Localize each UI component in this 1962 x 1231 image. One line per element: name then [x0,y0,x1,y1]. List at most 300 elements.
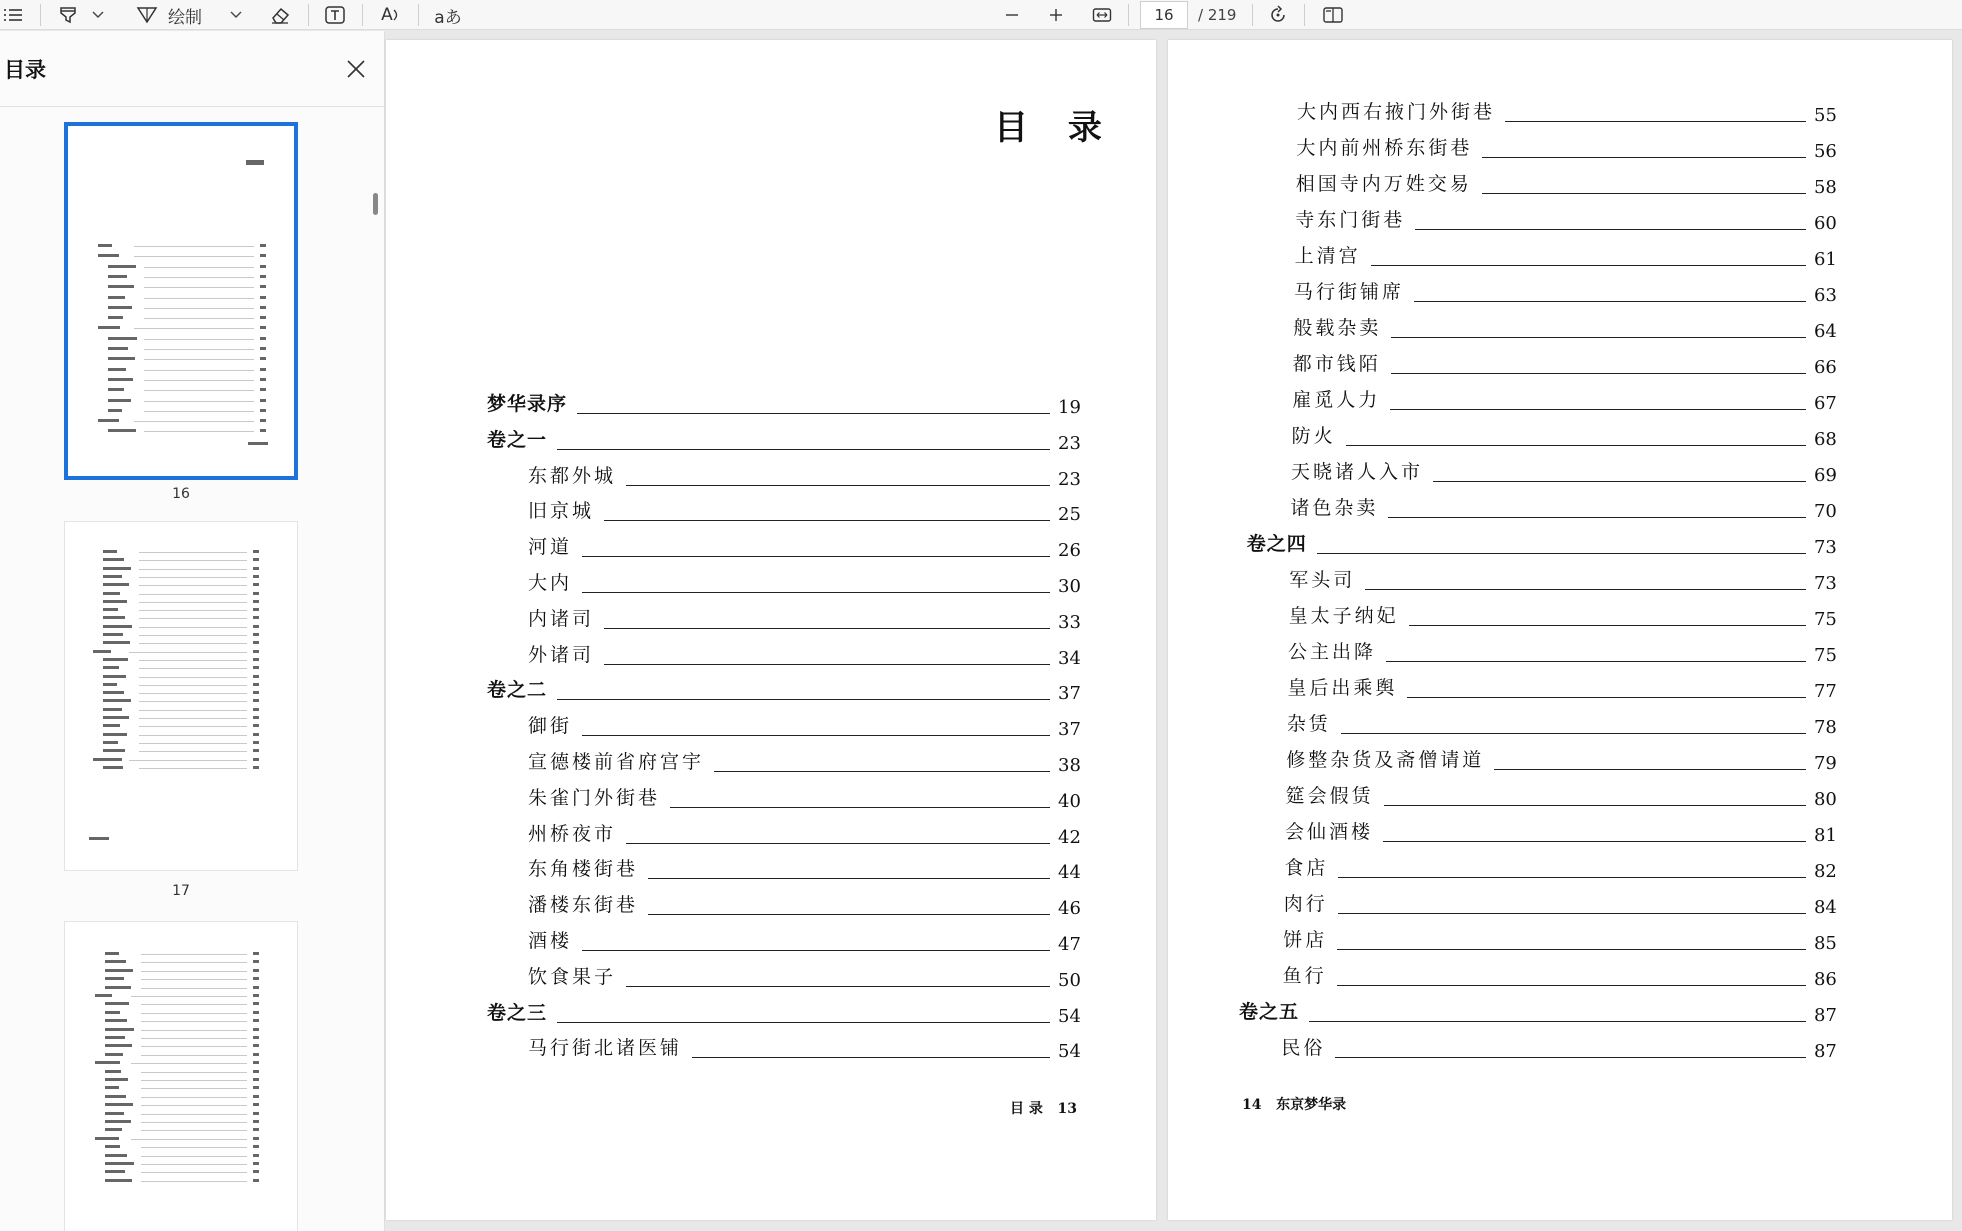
thumbnail-text-mark [95,1061,120,1064]
toc-leader-line [1338,877,1806,878]
page-footer: 14 东京梦华录 [1242,1097,1347,1113]
thumbnail-page-mark [253,1028,259,1031]
read-aloud-button[interactable] [376,0,406,30]
toc-leader-line [1390,409,1806,410]
toc-entry[interactable] [1286,782,1840,812]
thumbnail-text-mark [103,633,123,636]
thumbnail-leader-mark [144,339,254,340]
thumbnail-leader-mark [139,560,247,561]
toc-entry[interactable] [528,891,1084,921]
thumbnail-text-mark [103,592,120,595]
toc-entry-label: 防火 [1291,425,1336,447]
thumbnail-page-mark [253,699,259,702]
thumbnail-text-mark [108,357,135,360]
list-icon [3,7,23,23]
thumbnail-page-mark [260,316,266,319]
sidebar-scrollbar[interactable] [373,193,378,215]
highlight-options-button[interactable] [88,0,108,30]
toc-entry[interactable] [528,784,1084,814]
toc-leader-line [1414,301,1806,302]
toc-leader-line [1482,157,1806,158]
thumbnail-text-mark [105,1145,120,1148]
thumbnail-leader-mark [139,743,247,744]
fit-width-icon [1092,7,1112,23]
toc-entry[interactable] [1287,674,1840,704]
read-aloud-icon: A [381,5,393,25]
thumbnail-text-mark [105,1103,133,1106]
toc-entry[interactable] [1297,98,1840,128]
toc-entry[interactable] [1284,890,1840,920]
thumbnail-footer-mark [248,442,268,445]
toc-entry-page-number: 77 [1813,681,1837,702]
thumbnail-text-mark [108,347,128,350]
toc-entry[interactable] [528,712,1084,742]
toc-entry-label: 潘楼东街巷 [528,894,639,917]
sidebar-title: 目录 [4,57,46,82]
toc-entry[interactable] [528,1034,1084,1064]
thumbnail-page-mark [260,265,266,268]
thumbnail-text-mark [105,1179,132,1182]
thumbnail-leader-mark [134,421,254,422]
toolbar-separator [1252,4,1253,26]
thumbnail-page-mark [253,641,259,644]
thumbnail-page-mark [253,650,259,653]
toc-entry[interactable] [528,855,1084,885]
toc-leader-line [1391,337,1806,338]
toc-entry[interactable] [487,999,1084,1029]
toc-entry-page-number: 40 [1058,790,1081,812]
thumbnail-leader-mark [144,277,254,278]
thumbnail-text-mark [103,749,125,752]
thumbnail-leader-mark [141,1088,247,1089]
toc-entry-label: 般载杂卖 [1293,317,1382,339]
thumbnail-leader-mark [131,1063,247,1064]
toc-entry[interactable] [1294,278,1840,308]
thumbnail-text-mark [105,1011,120,1014]
sidebar-header [0,31,384,107]
erase-button[interactable] [266,0,294,30]
thumbnail-page-mark [253,550,259,553]
toc-leader-line [1371,265,1806,266]
toc-entry-label: 相国寺内万姓交易 [1295,173,1472,195]
thumbnail-page-mark [253,1170,259,1173]
thumbnail-leader-mark [141,988,247,989]
thumbnail-text-mark [105,969,133,972]
highlighter-icon [58,5,78,25]
thumbnail-leader-mark [134,256,254,257]
document-page-right [1168,40,1952,1220]
toc-entry-label: 卷之三 [487,1001,548,1024]
thumbnail-image [64,122,298,480]
thumbnail-page-mark [260,399,266,402]
thumbnail-text-mark [108,399,131,402]
toc-entry[interactable] [528,963,1084,993]
thumbnail-leader-mark [134,246,254,247]
toc-leader-line [1337,949,1806,950]
toc-entry[interactable] [1281,1034,1840,1064]
text-options-button[interactable]: aあ [434,7,462,28]
toc-leader-line [577,413,1050,414]
thumbnail-leader-mark [141,1072,247,1073]
thumbnail-page-mark [253,1120,259,1123]
toc-entry[interactable] [1296,170,1840,200]
thumbnail-page-mark [253,749,259,752]
thumbnail-leader-mark [139,577,247,578]
thumbnail-page-mark [253,716,259,719]
zoom-in-button[interactable] [1042,0,1070,30]
rotate-button[interactable] [1264,0,1292,30]
toc-entry-page-number: 33 [1058,611,1081,633]
toolbar [0,0,1962,30]
toc-entry[interactable] [1295,242,1840,272]
toc-entry-label: 朱雀门外街巷 [528,786,661,809]
toc-entry[interactable] [528,497,1084,527]
thumbnail-page-mark [260,429,266,432]
thumbnail-label: 17 [172,883,190,899]
toc-entry-label: 内诸司 [528,607,595,630]
thumbnail-leader-mark [141,962,247,963]
thumbnail-leader-mark [139,627,247,628]
thumbnail-page-mark [253,1162,259,1165]
toc-entry[interactable] [1288,638,1840,668]
thumbnail-page-mark [253,960,259,963]
toolbar-separator [308,4,309,26]
toc-entry[interactable] [1239,998,1840,1028]
toc-entry[interactable] [1296,134,1840,164]
thumbnail-leader-mark [141,979,247,980]
thumbnail-leader-mark [139,552,247,553]
toc-entry-page-number: 54 [1058,1041,1081,1063]
toc-entry[interactable] [528,462,1084,492]
thumbnail-text-mark [105,952,119,955]
thumbnail-leader-mark [131,1139,247,1140]
toc-entry[interactable] [1283,926,1840,956]
page-number-input[interactable] [1140,1,1188,29]
toc-entry-page-number: 73 [1813,537,1837,558]
toc-leader-line [1391,373,1806,374]
thumbnail-text-mark [98,419,119,422]
toc-entry-label: 卷之四 [1246,533,1307,555]
highlight-button[interactable] [54,0,82,30]
thumbnail-leader-mark [139,701,247,702]
thumbnail-leader-mark [141,1004,247,1005]
toc-entry-page-number: 78 [1813,717,1837,738]
thumbnail-page-mark [253,969,259,972]
thumbnail-text-mark [105,1070,121,1073]
add-text-button[interactable] [320,0,350,30]
thumbnail-text-mark [103,583,129,586]
toc-entry-label: 马行街铺席 [1294,281,1405,303]
thumbnail-page-mark [253,592,259,595]
thumbnail-text-mark [95,994,112,997]
toc-entry-label: 皇后出乘舆 [1287,677,1398,699]
thumbnail-leader-mark [141,1021,247,1022]
thumbnail-text-mark [98,254,119,257]
toolbar-separator [1128,4,1129,26]
thumbnail-text-mark [103,558,124,561]
thumbnail-page-mark [253,1179,259,1182]
thumbnail-text-mark [103,741,118,744]
toc-entry-page-number: 23 [1058,468,1081,490]
toc-leader-line [582,556,1050,557]
toc-entry[interactable] [1293,350,1840,380]
toc-leader-line [582,735,1050,736]
pen-triangle-icon [136,5,158,25]
toc-entry-label: 鱼行 [1282,965,1327,987]
thumbnail-page-mark [253,1061,259,1064]
toc-entry-label: 卷之一 [487,428,548,451]
fit-width-button[interactable] [1088,0,1116,30]
toolbar-separator [40,4,41,26]
thumbnail-page-17[interactable] [64,521,298,899]
thumbnail-leader-mark [144,370,254,371]
thumbnail-text-mark [108,265,136,268]
thumbnail-text-mark [108,429,136,432]
thumbnail-leader-mark [139,685,247,686]
document-page-left [386,40,1156,1220]
toc-entry-page-number: 81 [1814,825,1837,846]
toc-entry[interactable] [487,426,1084,456]
thumbnail-page-mark [253,558,259,561]
thumbnail-footer-mark [89,837,109,840]
toc-entry[interactable] [1290,494,1840,524]
toc-leader-line [1415,229,1806,230]
thumbnail-page-mark [260,378,266,381]
thumbnail-text-mark [103,708,122,711]
toc-entry[interactable] [1295,206,1840,236]
thumbnail-page-mark [260,296,266,299]
toc-entry-label: 饮食果子 [528,965,617,988]
toc-entry[interactable] [1289,602,1840,632]
toc-leader-line [1407,697,1806,698]
thumbnail-text-mark [98,326,120,329]
thumbnail-leader-mark [141,1147,247,1148]
toc-entry[interactable] [1283,962,1840,992]
thumbnail-text-mark [103,608,118,611]
thumbnail-leader-mark [139,610,247,611]
thumbnail-text-mark [105,1086,119,1089]
toolbar-separator [1304,4,1305,26]
thumbnail-text-mark [103,641,130,644]
close-icon[interactable] [344,57,368,81]
toc-entry[interactable] [1286,746,1840,776]
thumbnail-text-mark [105,1120,131,1123]
toc-entry-label: 雇觅人力 [1292,389,1381,411]
thumbnail-page-mark [253,600,259,603]
thumbnail-page-mark [260,357,266,360]
toc-entry[interactable] [1292,386,1840,416]
thumbnail-text-mark [103,600,127,603]
thumbnail-page-mark [253,733,259,736]
toc-entry[interactable] [528,748,1084,778]
thumbnail-leader-mark [141,1013,247,1014]
thumbnail-text-mark [95,1137,119,1140]
thumbnail-page-18[interactable] [64,921,298,1231]
toc-entry-page-number: 87 [1814,1005,1837,1026]
toc-entry-label: 马行街北诸医铺 [528,1037,683,1060]
thumbnail-page-mark [253,658,259,661]
toc-entry[interactable] [1292,422,1840,452]
thumbnail-page-mark [253,1145,259,1148]
thumbnail-image [64,521,298,871]
thumbnail-page-mark [253,1103,259,1106]
toc-leader-line [1386,661,1806,662]
thumbnail-text-mark [103,616,125,619]
draw-options-button[interactable] [226,0,246,30]
toc-entry[interactable] [528,927,1084,957]
toc-entry[interactable] [487,676,1084,706]
thumbnail-text-mark [105,1002,129,1005]
toc-leader-line [648,914,1050,915]
toc-entry[interactable] [1285,818,1840,848]
toc-entry-page-number: 44 [1058,862,1081,884]
toc-leader-line [1341,733,1806,734]
thumbnail-text-mark [103,666,119,669]
thumbnail-leader-mark [139,668,247,669]
toc-leader-line [557,1022,1050,1023]
thumbnail-leader-mark [141,1156,247,1157]
toc-leader-line [1338,913,1806,914]
thumbnail-text-mark [103,658,128,661]
thumbnail-page-mark [253,1011,259,1014]
toc-entry[interactable] [1289,566,1840,596]
thumbnail-text-mark [93,650,111,653]
toc-entry-label: 卷之二 [487,679,548,702]
toc-entry-label: 公主出降 [1288,641,1377,663]
toc-entry-page-number: 68 [1813,429,1837,450]
thumbnail-page-mark [260,326,266,329]
toc-leader-line [648,878,1050,879]
toc-entry-page-number: 42 [1058,826,1081,848]
toc-list-button[interactable] [0,0,26,30]
thumbnail-leader-mark [139,751,247,752]
toc-leader-line [582,950,1050,951]
sound-waves-icon [393,8,401,22]
toc-entry[interactable] [528,820,1084,850]
thumbnail-text-mark [103,766,123,769]
thumbnail-page-mark [260,419,266,422]
toc-leader-line [626,843,1050,844]
thumbnail-leader-mark [139,726,247,727]
thumbnail-leader-mark [139,718,247,719]
thumbnail-text-mark [108,337,137,340]
toc-entry[interactable] [528,533,1084,563]
toc-entry-label: 大内西右掖门外街巷 [1297,101,1496,123]
thumbnail-page-mark [253,625,259,628]
toc-entry[interactable] [1247,530,1840,560]
thumbnail-text-mark [103,575,122,578]
thumbnail-text-mark [108,275,127,278]
thumbnail-leader-mark [141,1181,247,1182]
toc-entry[interactable] [1291,458,1840,488]
thumbnail-leader-mark [141,1164,247,1165]
toc-entry-page-number: 54 [1058,1005,1081,1027]
toc-entry-label: 饼店 [1283,929,1328,951]
toc-leader-line [582,592,1050,593]
thumbnail-page-mark [260,388,266,391]
toc-entry[interactable] [1293,314,1840,344]
thumbnail-leader-mark [144,359,254,360]
thumbnail-text-mark [93,758,122,761]
thumbnail-leader-mark [141,1172,247,1173]
toc-entry-label: 都市钱陌 [1292,353,1381,375]
thumbnail-leader-mark [144,390,254,391]
page-title: 目 录 [994,108,1116,148]
toc-leader-line [1384,805,1806,806]
draw-button[interactable] [136,0,226,30]
thumbnail-leader-mark [139,569,247,570]
toc-leader-line [604,628,1050,629]
toc-leader-line [1482,193,1806,194]
thumbnail-leader-mark [139,618,247,619]
toc-entry[interactable] [528,569,1084,599]
thumbnail-leader-mark [139,693,247,694]
toc-leader-line [557,699,1050,700]
thumbnail-page-mark [253,994,259,997]
thumbnail-text-mark [103,567,131,570]
thumbnail-page-mark [260,285,266,288]
toc-entry-page-number: 70 [1813,501,1837,522]
thumbnail-page-mark [253,1154,259,1157]
thumbnail-page-mark [253,608,259,611]
thumbnail-text-mark [105,960,126,963]
toc-entry-label: 河道 [528,536,573,559]
toc-entry-label: 东都外城 [528,464,617,487]
thumbnail-leader-mark [139,635,247,636]
thumbnail-leader-mark [141,954,247,955]
page-view-button[interactable] [1318,0,1348,30]
toc-entry-page-number: 80 [1813,789,1837,810]
toc-entry[interactable] [1284,854,1840,884]
toc-entry-label: 民俗 [1281,1037,1326,1059]
thumbnail-page-mark [253,1086,259,1089]
toc-leader-line [604,520,1050,521]
toc-entry[interactable] [528,641,1084,671]
thumbnail-page-mark [253,1137,259,1140]
thumbnail-leader-mark [141,971,247,972]
toc-entry-label: 肉行 [1283,893,1328,915]
thumbnail-leader-mark [144,380,254,381]
zoom-out-button[interactable] [998,0,1026,30]
thumbnail-leader-mark [141,1105,247,1106]
thumbnail-leader-mark [141,1080,247,1081]
minus-icon [1004,7,1020,23]
thumbnail-page-mark [253,1053,259,1056]
thumbnail-label: 16 [172,486,190,502]
toc-entry-label: 食店 [1284,857,1329,879]
thumbnail-page-mark [253,675,259,678]
thumbnail-leader-mark [139,602,247,603]
thumbnail-page-16[interactable] [64,122,298,502]
toc-entry[interactable] [1287,710,1840,740]
toc-entry[interactable] [528,605,1084,635]
toc-leader-line [1505,121,1806,122]
thumbnail-page-mark [253,1036,259,1039]
toc-leader-line [714,771,1050,772]
thumbnail-text-mark [105,1036,125,1039]
toc-entry-label: 诸色杂卖 [1290,497,1379,519]
toc-entry-page-number: 37 [1058,683,1081,705]
toc-entry-page-number: 58 [1813,177,1837,198]
toc-entry-label: 天晓诸人入市 [1291,461,1424,483]
thumbnail-page-mark [253,691,259,694]
thumbnail-page-mark [253,986,259,989]
toc-entry[interactable] [487,390,1084,420]
thumbnail-leader-mark [144,431,254,432]
thumbnail-text-mark [105,1095,126,1098]
thumbnail-leader-mark [129,760,247,761]
thumbnail-page-mark [253,683,259,686]
